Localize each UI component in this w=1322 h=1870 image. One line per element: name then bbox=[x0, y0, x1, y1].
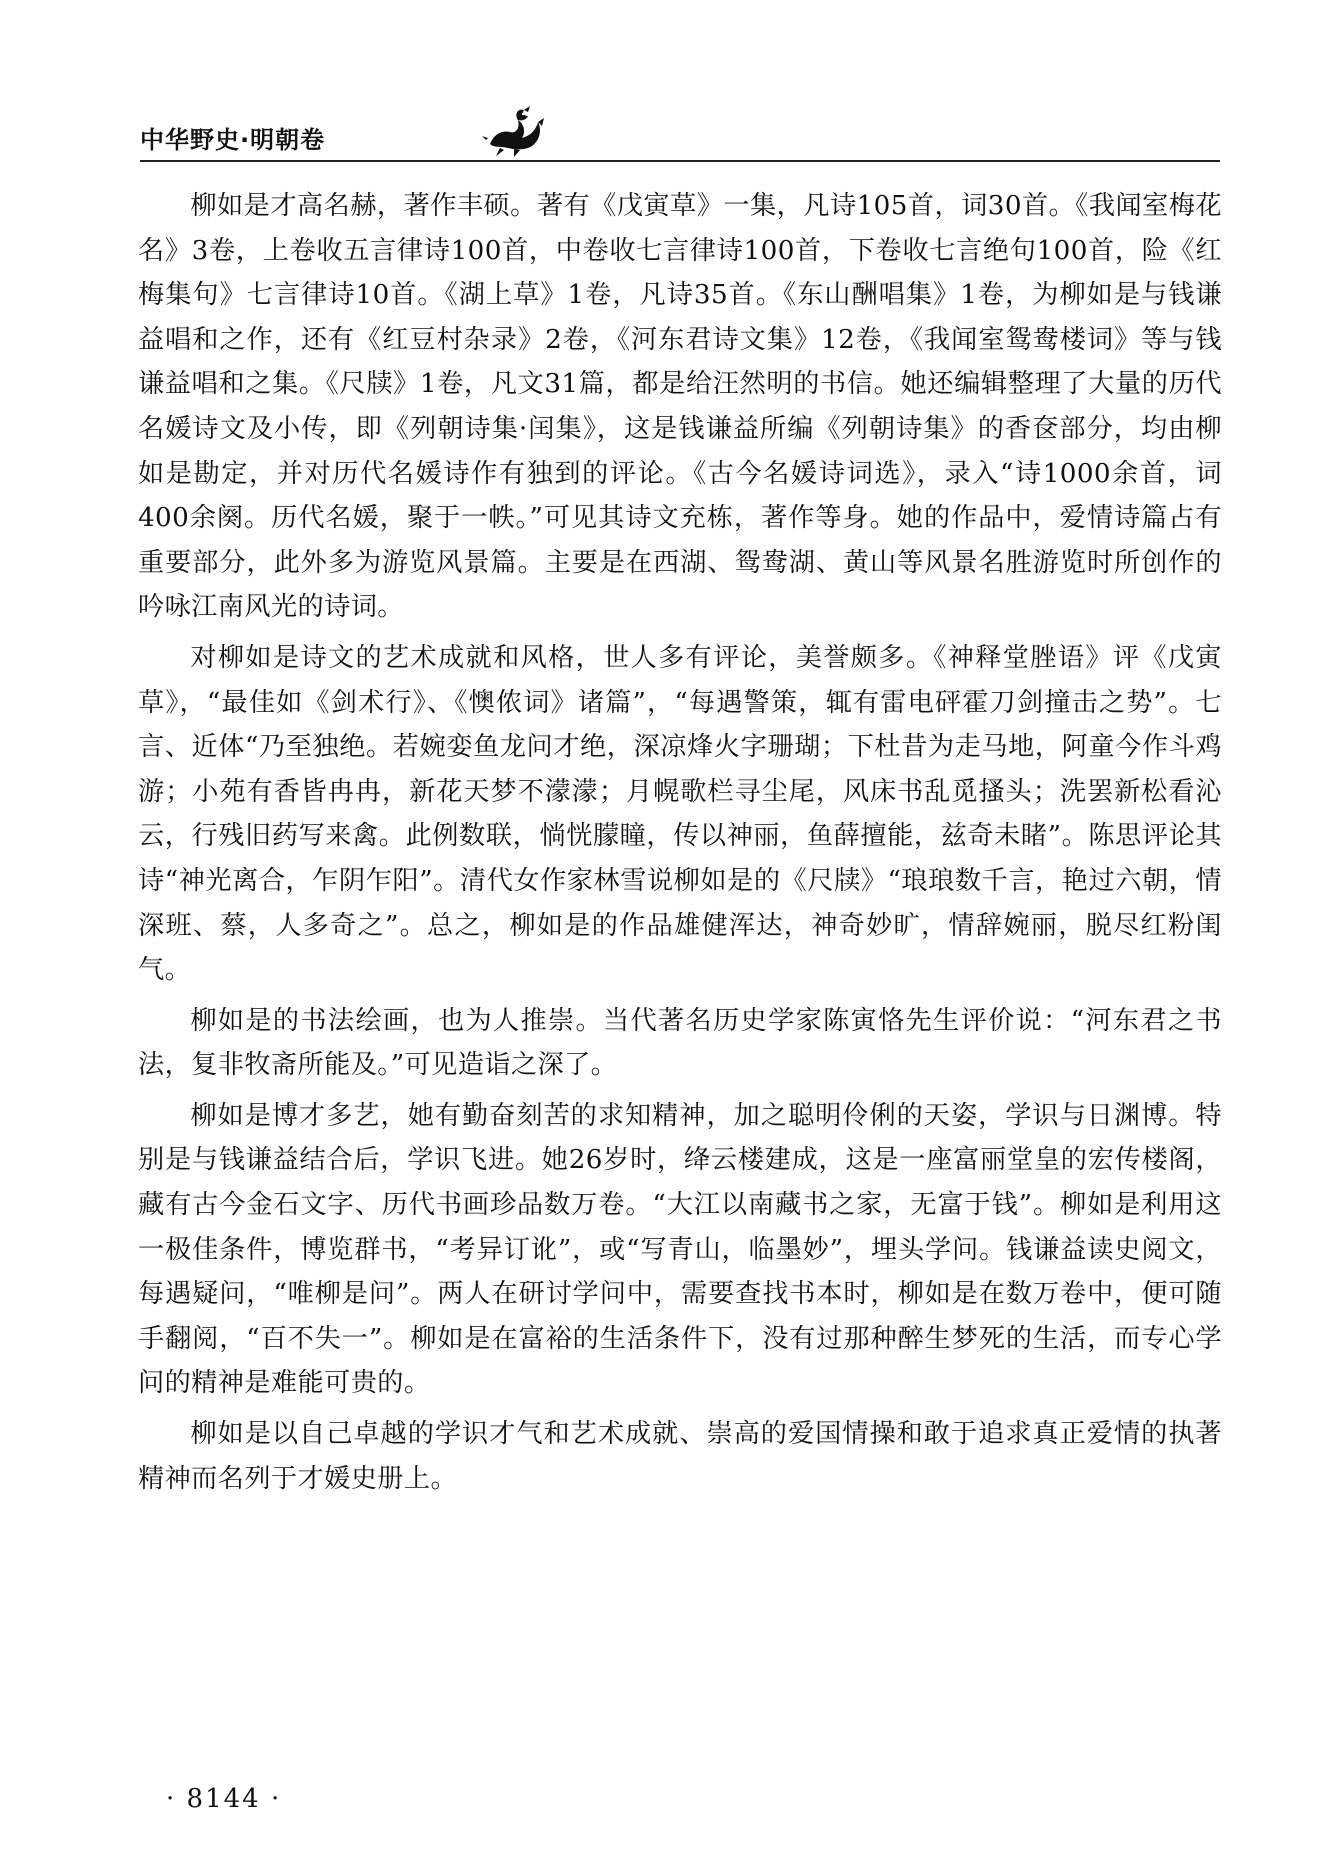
running-header bbox=[140, 118, 1220, 168]
dragon-emblem-icon bbox=[480, 104, 550, 158]
header-title: 中华野史·明朝卷 bbox=[140, 126, 326, 154]
paragraph-calligraphy: 柳如是的书法绘画，也为人推崇。当代著名历史学家陈寅恪先生评价说：“河东君之书法，复非牧斋所能及。”可见造诣之深了。 bbox=[138, 1005, 1222, 1081]
paragraph-conclusion: 柳如是以自己卓越的学识才气和艺术成就、崇高的爱国情操和敢于追求真正爱情的执著精神而名列于才媛史册上。 bbox=[138, 1419, 1222, 1494]
body-text bbox=[138, 184, 1222, 1507]
header-rule bbox=[140, 160, 1220, 162]
paragraph-learning: 柳如是博才多艺，她有勤奋刻苦的求知精神，加之聪明伶俐的天姿，学识与日渊博。特别是与钱谦益结合后，学识飞进。她26岁时，绛云楼建成，这是一座富丽堂皇的宏传楼阁，藏有古今金石文字、历代书画珍品数万卷。“大江以南藏书之家，无富于钱”。柳如是利用这一极佳条件，博览群书，“考异订讹”，或“写青山，临墨妙”，埋头学问。钱谦益读史阅文，每遇疑问，“唯柳是问”。两人在研讨学问中，需要查找书本时，柳如是在数万卷中，便可随手翻阅，“百不失一”。柳如是在富裕的生活条件下，没有过那种醉生梦死的生活，而专心学问的精神是难能可贵的。 bbox=[138, 1100, 1222, 1399]
paragraph-works: 柳如是才高名赫，著作丰硕。著有《戊寅草》一集，凡诗105首，词30首。《我闻室梅花名》3卷，上卷收五言律诗100首，中卷收七言律诗100首，下卷收七言绝句100首，险《红梅集句》七言律诗10首。《湖上草》1卷，凡诗35首。《东山酬唱集》1卷，为柳如是与钱谦益唱和之作，还有《红豆村杂录》2卷，《河东君诗文集》12卷，《我闻室鸳鸯楼词》等与钱谦益唱和之集。《尺牍》1卷，凡文31篇，都是给汪然明的书信。她还编辑整理了大量的历代名媛诗文及小传，即《列朝诗集·闰集》，这是钱谦益所编《列朝诗集》的香奁部分，均由柳如是勘定，并对历代名媛诗作有独到的评论。《古今名媛诗词选》，录入“诗1000余首，词400余阕。历代名媛，聚于一帙。”可见其诗文充栋，著作等身。她的作品中，爱情诗篇占有重要部分，此外多为游览风景篇。主要是在西湖、鸳鸯湖、黄山等风景名胜游览时所创作的吟咏江南风光的诗词。 bbox=[138, 191, 1222, 623]
page-number: · 8144 · bbox=[166, 1784, 282, 1814]
paragraph-critique: 对柳如是诗文的艺术成就和风格，世人多有评论，美誉颇多。《神释堂脞语》评《戊寅草》，“最佳如《剑术行》、《懊侬词》诸篇”，“每遇警策，辄有雷电砰霍刀剑撞击之势”。七言、近体“乃至独绝。若婉娈鱼龙问才绝，深凉烽火字珊瑚；下杜昔为走马地，阿童今作斗鸡游；小苑有香皆冉冉，新花天梦不濛濛；月幌歌栏寻尘尾，风床书乱觅搔头；洗罢新松看沁云，行残旧药写来禽。此例数联，惝恍朦瞳，传以神丽，鱼薛擅能，兹奇未睹”。陈思评论其诗“神光离合，乍阴乍阳”。清代女作家林雪说柳如是的《尺牍》“琅琅数千言，艳过六朝，情深班、蔡，人多奇之”。总之，柳如是的作品雄健浑达，神奇妙旷，情辞婉丽，脱尽红粉闺气。 bbox=[138, 642, 1222, 986]
